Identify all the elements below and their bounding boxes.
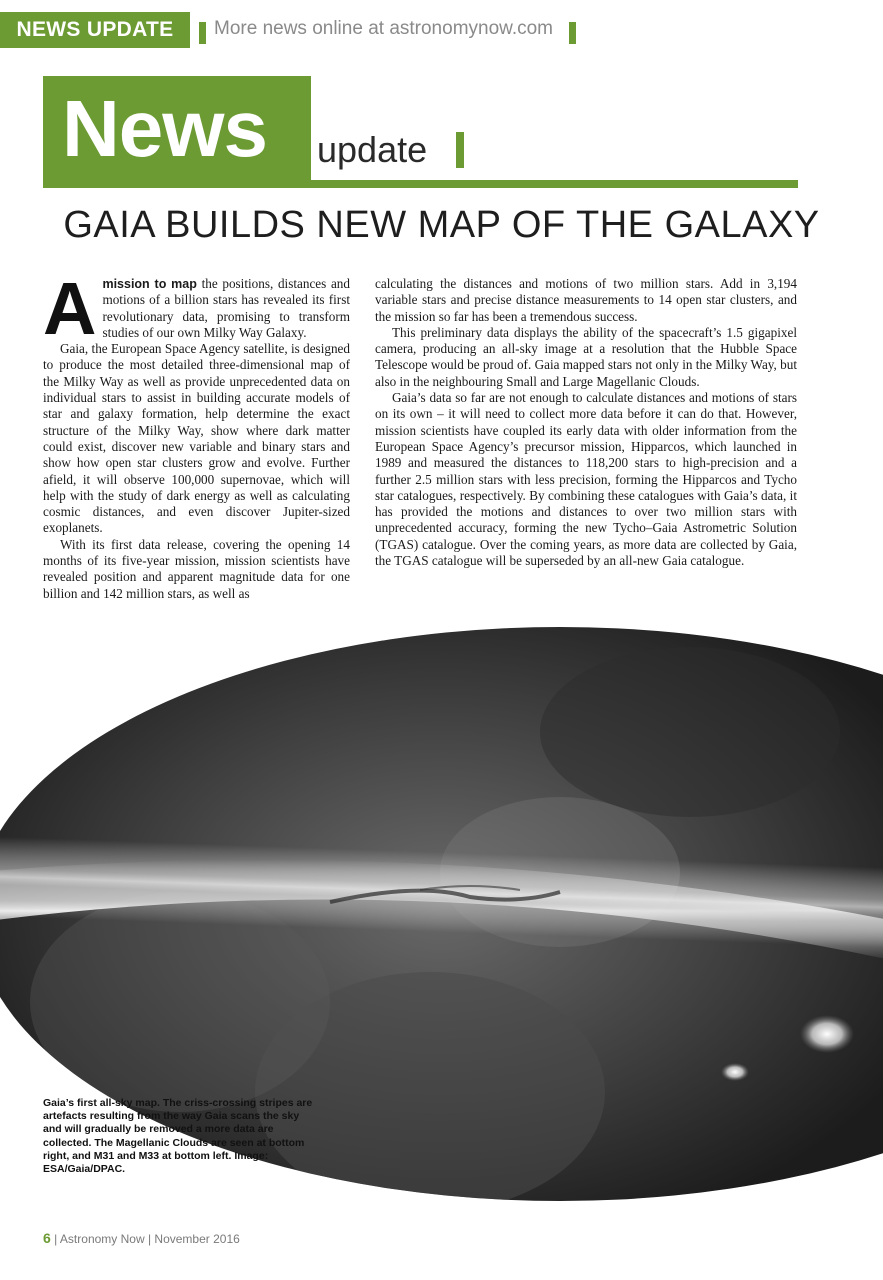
page-footer bbox=[43, 1230, 240, 1246]
footer-publication: | Astronomy Now | November 2016 bbox=[54, 1232, 240, 1246]
divider-bar bbox=[199, 22, 206, 44]
paragraph-5: Gaia’s data so far are not enough to calculate distances and motions of stars on its own – it will need to collect more data before it can do that. However, mission scientists have coupled its early data with older information from the European Space Agency’s precursor mission, Hipparcos, which launched in 1989 and measured the distances to 118,200 stars to high-precision and a further 2.5 million stars with less precision, forming the Hipparcos and Tycho star catalogues, respectively. By combining these catalogues with Gaia’s data, it has provided the motions and distances to over two million stars with unprecedented accuracy, forming the new Tycho–Gaia Astrometric Solution (TGAS) catalogue. Over the coming years, as more data are collected by Gaia, the TGAS catalogue will be superseded by an all-new Gaia catalogue. bbox=[375, 390, 797, 569]
paragraph-3-end: calculating the distances and motions of two million stars. Add in 3,194 variable stars and precise distance measurements to 14 open star clusters, and the mission so far has been a tremendous success. bbox=[375, 276, 797, 324]
masthead-subtitle: update bbox=[317, 129, 428, 170]
drop-cap: A bbox=[43, 267, 97, 350]
paragraph-2: Gaia, the European Space Agency satellite, is designed to produce the most detailed three-dimensional map of the Milky Way as well as provide unprecedented data on individual stars to assist in building accurate models of star and galaxy formation, help determine the exact structure of the Milky Way, show where dark matter could exist, discover new variable and binary stars and show how open star clusters grow and evolve. Further afield, it will observe 100,000 supernovae, which will help with the study of dark energy as well as calculating cosmic distances, and even discover Jupiter-sized exoplanets. bbox=[43, 341, 350, 536]
paragraph-3-start: With its first data release, covering the opening 14 months of its five-year mission, mission scientists have revealed position and apparent magnitude data for one billion and 142 million stars, as well as bbox=[43, 536, 350, 601]
article-column-right bbox=[375, 276, 797, 569]
lead-in: mission to map bbox=[102, 277, 197, 291]
divider-bar bbox=[569, 22, 576, 44]
paragraph-4: This preliminary data displays the ability of the spacecraft’s 1.5 gigapixel camera, producing an all-sky image at a resolution that the Hubble Space Telescope would be proud of. Gaia mapped stars not only in the Milky Way, but also in the neighbouring Small and Large Magellanic Clouds. bbox=[375, 324, 797, 389]
masthead-rule bbox=[43, 180, 798, 188]
article-column-left bbox=[43, 267, 350, 602]
figure-caption: Gaia’s first all-sky map. The criss-crossing stripes are artefacts resulting from the way Gaia scans the sky and will gradually be removed a more data are collected. The Magellanic Clouds are seen at bottom right, and M31 and M33 at bottom left. Image: ESA/Gaia/DPAC. bbox=[43, 1097, 313, 1176]
article-headline: GAIA BUILDS NEW MAP OF THE GALAXY bbox=[63, 204, 820, 246]
paragraph-1 bbox=[43, 267, 350, 350]
masthead-title: News bbox=[62, 84, 267, 173]
page-number: 6 bbox=[43, 1230, 51, 1246]
running-header bbox=[0, 8, 883, 40]
promo-link[interactable]: More news online at astronomynow.com bbox=[214, 18, 553, 39]
paragraph-1-text: the positions, distances and motions of a billion stars has revealed its first revolutionary data, promising to transform studies of our own Milky Way Galaxy. bbox=[102, 276, 350, 340]
section-tag: NEWS UPDATE bbox=[0, 12, 190, 48]
masthead-bar bbox=[456, 132, 464, 168]
